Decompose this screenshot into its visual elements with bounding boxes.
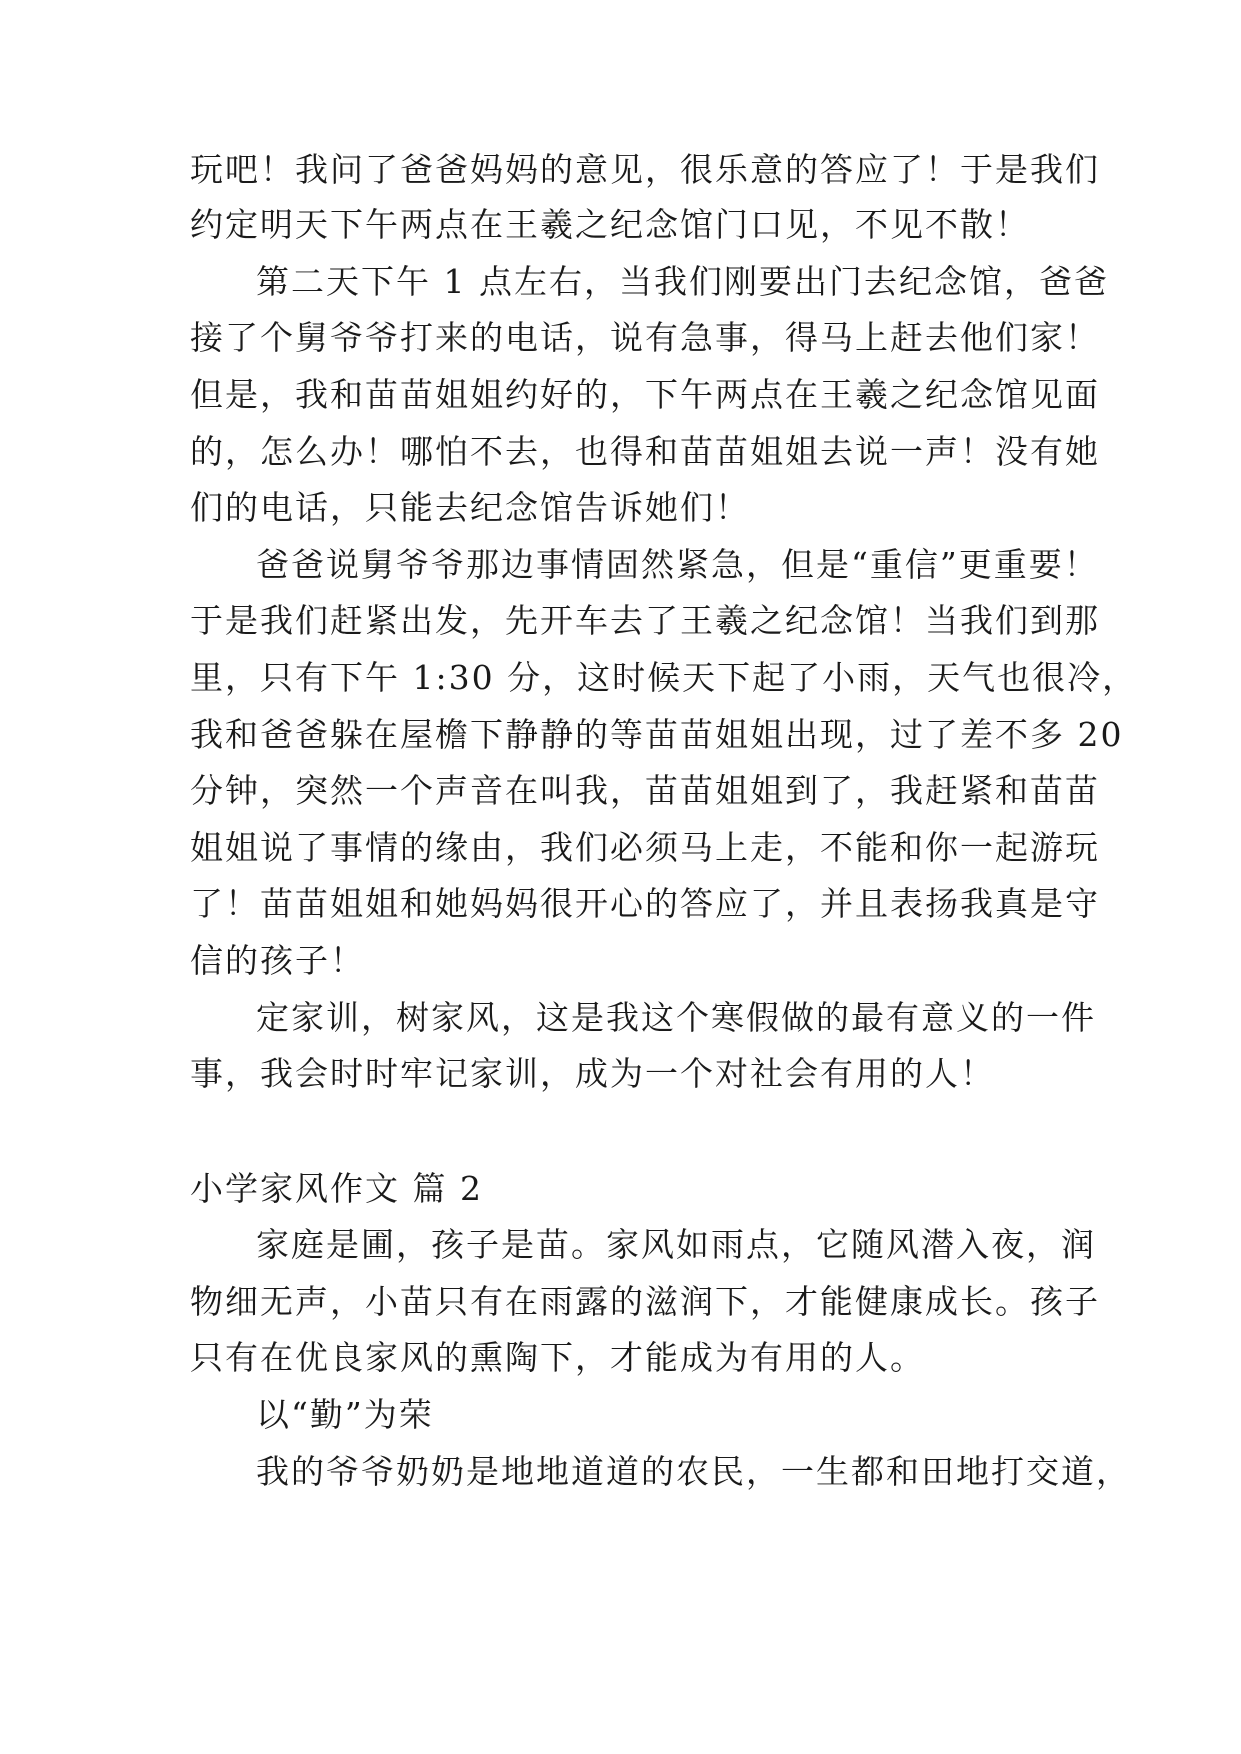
text-line: 我和爸爸躲在屋檐下静静的等苗苗姐姐出现，过了差不多 20 xyxy=(190,715,1124,754)
text-line: 玩吧！我问了爸爸妈妈的意见，很乐意的答应了！于是我们 xyxy=(190,150,1100,189)
section-heading: 小学家风作文 篇 2 xyxy=(190,1169,483,1208)
text-line: 里，只有下午 1:30 分，这时候天下起了小雨，天气也很冷， xyxy=(190,658,1138,697)
text-line: 的，怎么办！哪怕不去，也得和苗苗姐姐去说一声！没有她 xyxy=(190,432,1100,471)
text-line: 事，我会时时牢记家训，成为一个对社会有用的人！ xyxy=(190,1054,995,1093)
text-line: 了！苗苗姐姐和她妈妈很开心的答应了，并且表扬我真是守 xyxy=(190,884,1100,923)
paragraph-start: 我的爷爷奶奶是地地道道的农民，一生都和田地打交道， xyxy=(256,1452,1131,1491)
text-line: 们的电话，只能去纪念馆告诉她们！ xyxy=(190,488,750,527)
paragraph-start: 第二天下午 1 点左右，当我们刚要出门去纪念馆，爸爸 xyxy=(256,262,1109,301)
text-line: 约定明天下午两点在王羲之纪念馆门口见，不见不散！ xyxy=(190,205,1030,244)
text-line: 姐姐说了事情的缘由，我们必须马上走，不能和你一起游玩 xyxy=(190,828,1100,867)
text-line: 于是我们赶紧出发，先开车去了王羲之纪念馆！当我们到那 xyxy=(190,601,1100,640)
subheading: 以“勤”为荣 xyxy=(256,1395,434,1434)
text-line: 接了个舅爷爷打来的电话，说有急事，得马上赶去他们家！ xyxy=(190,318,1100,357)
paragraph-start: 家庭是圃，孩子是苗。家风如雨点，它随风潜入夜，润 xyxy=(256,1225,1096,1264)
text-line: 但是，我和苗苗姐姐约好的，下午两点在王羲之纪念馆见面 xyxy=(190,375,1100,414)
text-line: 信的孩子！ xyxy=(190,941,365,980)
text-line: 物细无声，小苗只有在雨露的滋润下，才能健康成长。孩子 xyxy=(190,1282,1100,1321)
text-line: 分钟，突然一个声音在叫我，苗苗姐姐到了，我赶紧和苗苗 xyxy=(190,771,1100,810)
paragraph-start: 定家训，树家风，这是我这个寒假做的最有意义的一件 xyxy=(256,998,1096,1037)
paragraph-start: 爸爸说舅爷爷那边事情固然紧急，但是“重信”更重要！ xyxy=(256,545,1099,584)
text-line: 只有在优良家风的熏陶下，才能成为有用的人。 xyxy=(190,1338,925,1377)
